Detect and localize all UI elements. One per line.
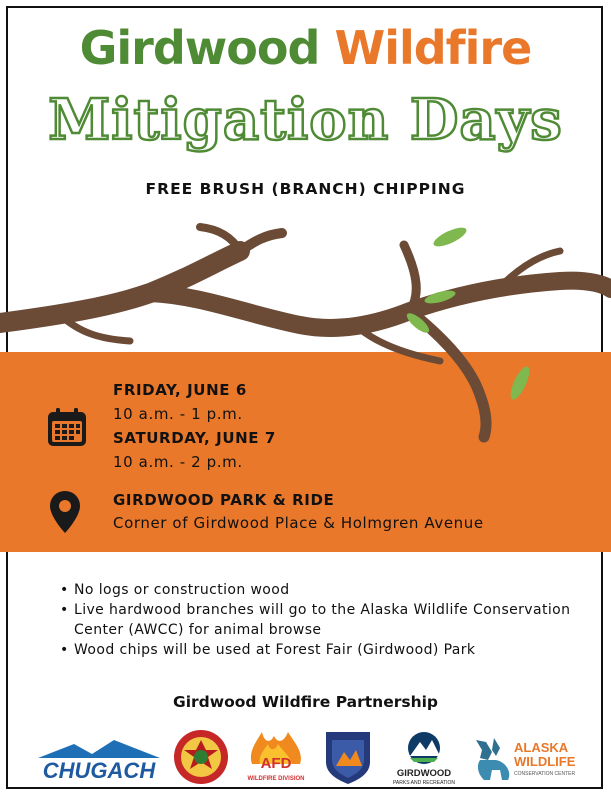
girdwood-logo-text: GIRDWOOD xyxy=(396,768,452,779)
event-location-name: GIRDWOOD PARK & RIDE xyxy=(113,491,335,509)
event-day1-time: 10 a.m. - 1 p.m. xyxy=(113,405,243,423)
title-word-wildfire: Wildfire xyxy=(334,21,532,75)
girdwood-parks-logo xyxy=(388,730,460,786)
event-day2: SATURDAY, JUNE 7 xyxy=(113,429,276,447)
chugach-logo-text: CHUGACH xyxy=(42,758,156,783)
bullet-item: • No logs or construction wood xyxy=(60,580,580,600)
afd-logo-subtext: WILDFIRE DIVISION xyxy=(247,776,305,782)
awcc-logo-line1: ALASKA xyxy=(514,740,569,755)
awcc-logo-line2: WILDLIFE xyxy=(514,754,576,769)
tree-branch-illustration xyxy=(0,215,611,445)
chugach-logo xyxy=(34,734,164,784)
partnership-title: Girdwood Wildfire Partnership xyxy=(172,693,439,711)
fire-department-seal xyxy=(172,728,230,786)
title-line-2: Mitigation Days xyxy=(48,87,563,153)
subtitle: FREE BRUSH (BRANCH) CHIPPING xyxy=(145,180,466,198)
title-word-girdwood: Girdwood xyxy=(79,21,320,75)
title-line-1 xyxy=(0,20,611,76)
afd-logo-text: AFD xyxy=(260,755,292,772)
shield-badge-logo xyxy=(322,728,374,786)
girdwood-logo-subtext: PARKS AND RECREATION xyxy=(392,780,456,786)
location-pin-icon xyxy=(48,490,82,534)
awcc-logo xyxy=(466,730,584,788)
calendar-icon xyxy=(46,406,88,448)
event-location-detail: Corner of Girdwood Place & Holmgren Avenue xyxy=(113,514,484,532)
bullet-item: • Wood chips will be used at Forest Fair (Girdwood) Park xyxy=(60,640,580,660)
event-day1: FRIDAY, JUNE 6 xyxy=(113,381,247,399)
afd-wildfire-logo xyxy=(240,728,312,784)
info-bullets xyxy=(60,580,580,660)
awcc-logo-line3: CONSERVATION CENTER xyxy=(514,771,576,777)
event-day2-time: 10 a.m. - 2 p.m. xyxy=(113,453,243,471)
bullet-item: • Live hardwood branches will go to the Alaska Wildlife Conservation Center (AWCC) for animal browse xyxy=(60,600,580,640)
